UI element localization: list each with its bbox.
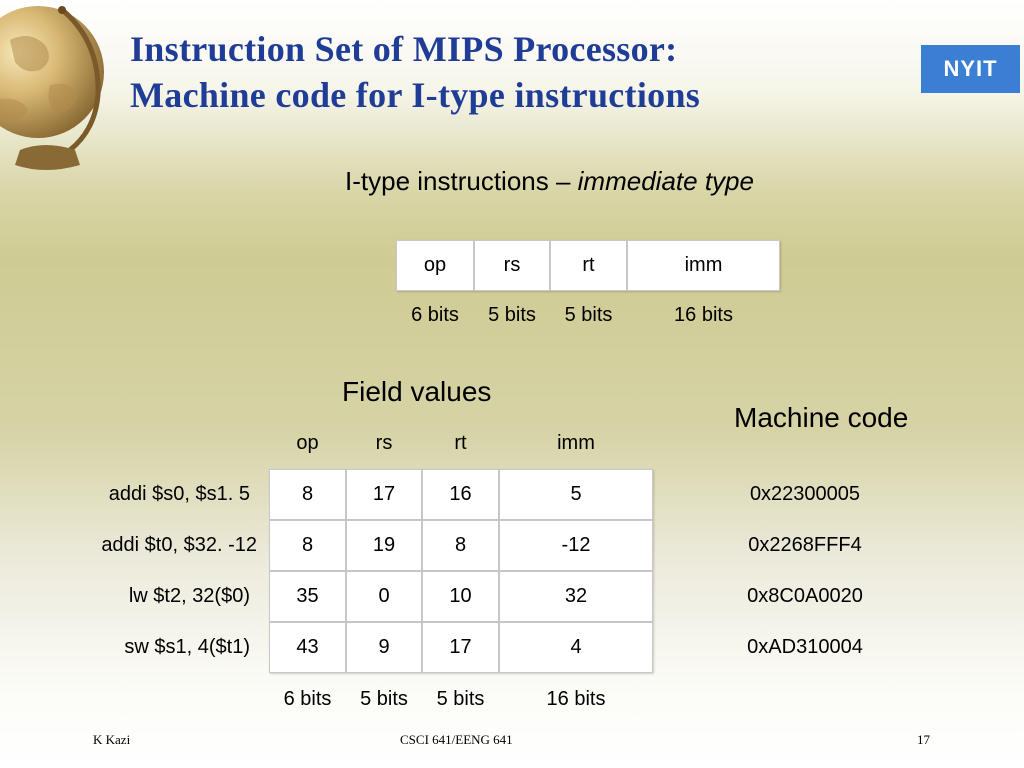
instruction-label: addi $s0, $s1. 5 — [108, 483, 250, 505]
field-value-rt: 17 — [422, 622, 499, 673]
field-value-op: 43 — [269, 622, 346, 673]
field-value-rs: 9 — [346, 622, 422, 673]
field-value-imm: -12 — [499, 520, 653, 571]
format-bits-rs: 5 bits — [488, 304, 536, 326]
machine-code-value: 0x2268FFF4 — [748, 534, 862, 556]
instruction-label: lw $t2, 32($0) — [128, 585, 250, 607]
title-line-1: Instruction Set of MIPS Processor: — [130, 29, 678, 69]
format-field-op: op — [396, 240, 474, 291]
column-header-rt: rt — [454, 432, 467, 454]
bits-label-op: 6 bits — [283, 688, 332, 710]
machine-code-value: 0x22300005 — [749, 483, 861, 505]
subtitle-main: I-type instructions – — [345, 166, 578, 196]
field-value-rs: 19 — [346, 520, 422, 571]
format-bits-imm: 16 bits — [674, 304, 733, 326]
format-field-rs: rs — [474, 240, 550, 291]
format-bits-rt: 5 bits — [564, 304, 613, 326]
column-header-imm: imm — [557, 432, 595, 454]
machine-code-value: 0xAD310004 — [747, 636, 863, 658]
subtitle — [345, 166, 754, 197]
globe-icon — [0, 0, 110, 175]
column-header-rs: rs — [375, 432, 393, 454]
bits-label-imm: 16 bits — [546, 688, 606, 710]
field-value-imm: 32 — [499, 571, 653, 622]
subtitle-italic: immediate type — [577, 166, 754, 196]
field-value-rs: 0 — [346, 571, 422, 622]
field-value-rt: 8 — [422, 520, 499, 571]
format-field-imm: imm — [627, 240, 780, 291]
bits-label-rt: 5 bits — [436, 688, 485, 710]
machine-code-heading: Machine code — [734, 402, 909, 433]
title-line-2: Machine code for I-type instructions — [130, 75, 701, 115]
field-value-op: 8 — [269, 520, 346, 571]
field-value-rt: 16 — [422, 469, 499, 520]
field-value-rt: 10 — [422, 571, 499, 622]
instruction-label: sw $s1, 4($t1) — [124, 636, 250, 658]
instruction-label: addi $t0, $32. -12 — [101, 534, 257, 556]
slide-title — [130, 26, 700, 118]
column-header-op: op — [296, 432, 319, 454]
field-value-imm: 5 — [499, 469, 653, 520]
field-value-op: 8 — [269, 469, 346, 520]
format-bits-op: 6 bits — [411, 304, 459, 326]
field-values-heading: Field values — [342, 376, 492, 407]
format-field-rt: rt — [550, 240, 627, 291]
machine-code-value: 0x8C0A0020 — [747, 585, 863, 607]
field-value-rs: 17 — [346, 469, 422, 520]
footer-author: K Kazi — [93, 732, 131, 747]
field-value-imm: 4 — [499, 622, 653, 673]
nyit-logo: NYIT — [921, 45, 1020, 93]
footer-page-number: 17 — [917, 732, 930, 747]
bits-label-rs: 5 bits — [360, 688, 408, 710]
field-value-op: 35 — [269, 571, 346, 622]
footer-course: CSCI 641/EENG 641 — [400, 732, 513, 747]
